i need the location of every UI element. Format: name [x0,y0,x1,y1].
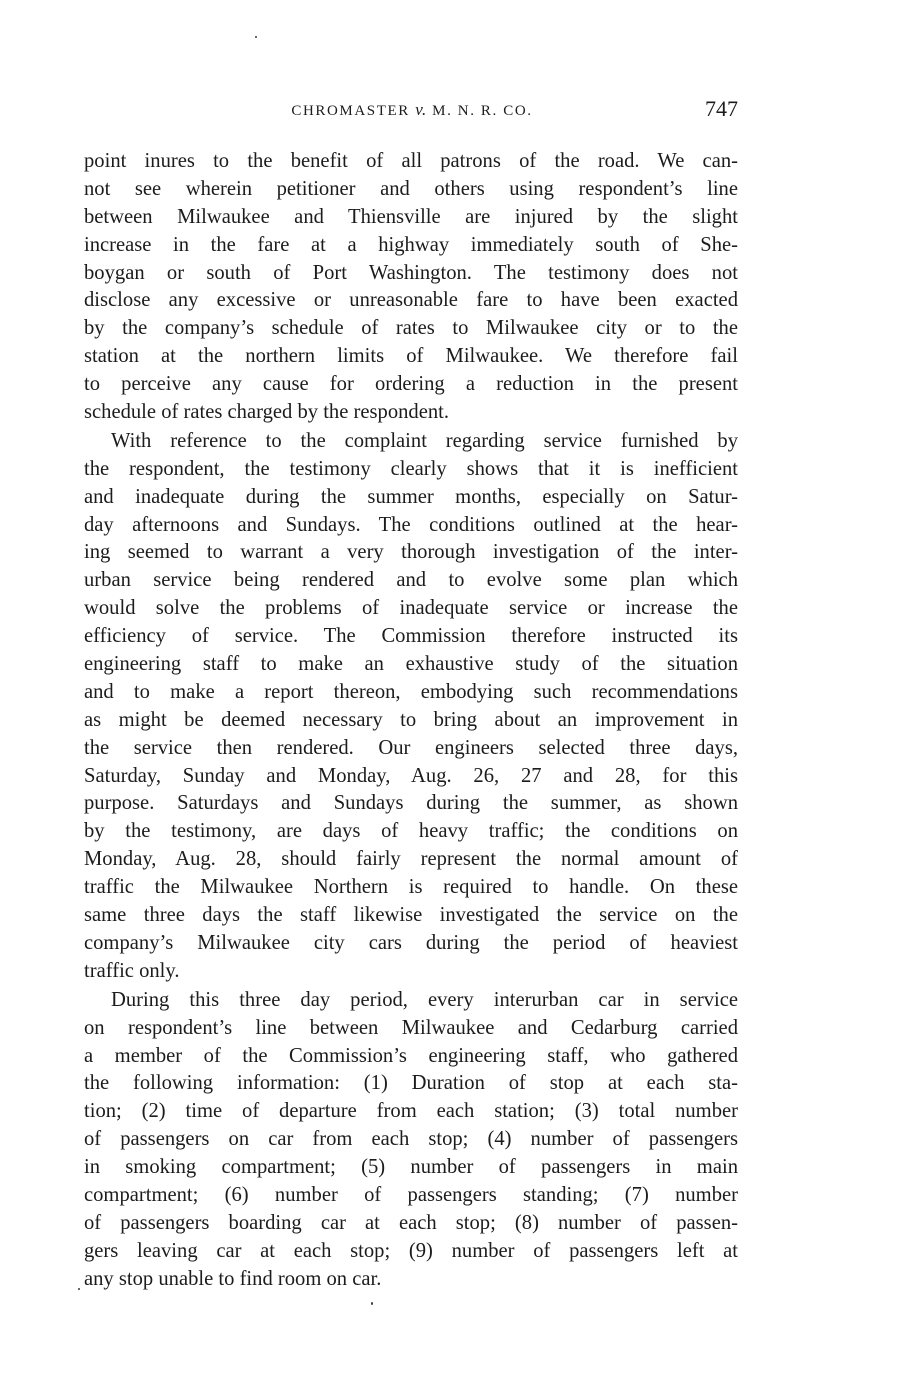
text-line: on respondent’s line between Milwaukee and Cedarburg carried [84,1016,738,1039]
text-line: any stop unable to find room on car. [84,1267,382,1290]
text-line: same three days the staff likewise investigated the service on the [84,904,738,927]
text-line: of passengers on car from each stop; (4) number of passengers [84,1128,738,1151]
paragraph-1 [84,148,738,427]
text-line: the service then rendered. Our engineers selected three days, [84,736,738,759]
text-line: the following information: (1) Duration of stop at each sta- [84,1072,738,1095]
text-line: ing seemed to warrant a very thorough investigation of the inter- [84,541,738,564]
text-line: between Milwaukee and Thiensville are injured by the slight [84,205,738,228]
running-title-versus: v. [415,100,427,119]
text-line: Saturday, Sunday and Monday, Aug. 26, 27 and 28, for this [84,764,738,787]
text-line: station at the northern limits of Milwaukee. We therefore fail [84,345,738,368]
page-number: 747 [705,96,738,121]
running-title-parties: CHROMASTER [291,103,410,119]
text-line: tion; (2) time of departure from each station; (3) total number [84,1100,738,1123]
text-line: and inadequate during the summer months, especially on Satur- [84,485,738,508]
running-title [84,100,738,120]
text-line: in smoking compartment; (5) number of passengers in main [84,1156,738,1179]
text-line: efficiency of service. The Commission therefore instructed its [84,625,738,648]
text-line: and to make a report thereon, embodying such recommendations [84,680,738,703]
text-line: point inures to the benefit of all patrons of the road. We can- [84,150,738,172]
text-line: engineering staff to make an exhaustive study of the situation [84,653,738,676]
text-line: boygan or south of Port Washington. The testimony does not [84,261,738,284]
paragraph-2 [84,428,738,986]
text-line: During this three day period, every interurban car in service [111,988,738,1011]
text-line: to perceive any cause for ordering a reduction in the present [84,373,738,396]
text-line: traffic the Milwaukee Northern is required to handle. On these [84,876,738,899]
paragraph-3 [84,987,738,1294]
text-line: purpose. Saturdays and Sundays during the summer, as shown [84,792,738,815]
text-line: increase in the fare at a highway immediately south of She- [84,233,738,256]
text-line: a member of the Commission’s engineering staff, who gathered [84,1044,738,1067]
text-line: the respondent, the testimony clearly shows that it is inefficient [84,457,738,480]
text-line: company’s Milwaukee city cars during the period of heaviest [84,931,738,954]
text-line: schedule of rates charged by the respondent. [84,401,450,424]
text-line: not see wherein petitioner and others using respondent’s line [84,177,738,200]
text-line: With reference to the complaint regarding service furnished by [111,429,738,452]
text-line: would solve the problems of inadequate service or increase the [84,597,738,620]
scan-speck [78,1288,80,1290]
text-line: urban service being rendered and to evolve some plan which [84,569,738,592]
text-line: compartment; (6) number of passengers standing; (7) number [84,1183,738,1206]
text-line: by the testimony, are days of heavy traffic; the conditions on [84,820,738,843]
text-line: of passengers boarding car at each stop; (8) number of passen- [84,1211,738,1234]
scan-speck [371,1302,373,1305]
scan-speck [255,36,257,38]
running-title-respondent: M. N. R. CO. [432,103,533,119]
text-line: gers leaving car at each stop; (9) number of passengers left at [84,1239,738,1262]
text-line: by the company’s schedule of rates to Milwaukee city or to the [84,317,738,340]
text-line: traffic only. [84,959,180,982]
text-line: Monday, Aug. 28, should fairly represent the normal amount of [84,848,738,871]
body-text [84,148,738,1294]
text-line: disclose any excessive or unreasonable fare to have been exacted [84,289,738,312]
text-line: as might be deemed necessary to bring about an improvement in [84,708,738,731]
text-line: day afternoons and Sundays. The conditions outlined at the hear- [84,513,738,536]
running-head [84,96,738,120]
